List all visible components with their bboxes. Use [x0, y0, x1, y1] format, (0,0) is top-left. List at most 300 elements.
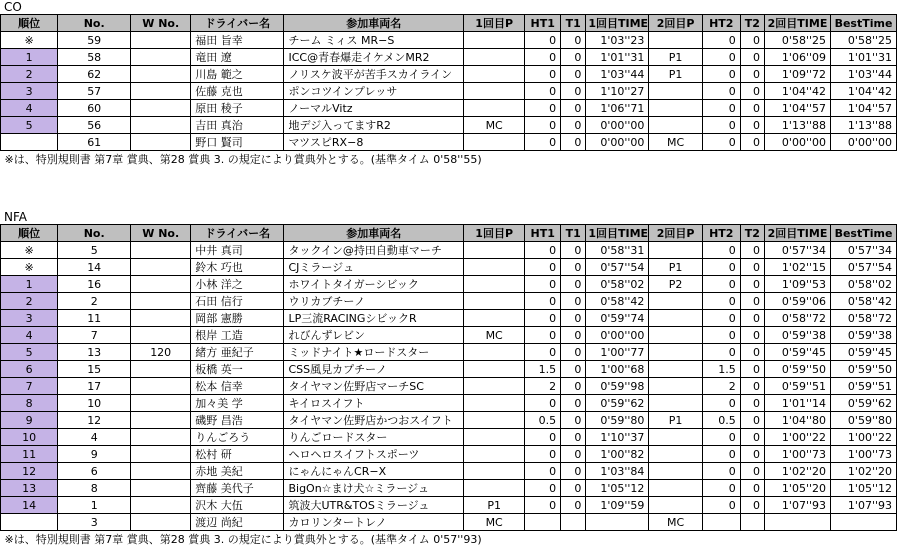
cell-time2: 1'13''88: [765, 117, 831, 134]
cell-ht2: 0: [702, 463, 740, 480]
cell-t2: 0: [740, 463, 764, 480]
cell-ht1: 0: [525, 310, 561, 327]
cell-no: 58: [58, 49, 131, 66]
cell-time1: 1'00''68: [586, 361, 649, 378]
column-header: T2: [740, 15, 764, 32]
cell-time2: 1'04''42: [765, 83, 831, 100]
cell-p2: P1: [649, 259, 702, 276]
cell-wno: [131, 293, 191, 310]
cell-ht1: 0: [525, 480, 561, 497]
cell-p2: [649, 32, 702, 49]
cell-no: 16: [58, 276, 131, 293]
cell-rank: 8: [1, 395, 58, 412]
cell-no: 5: [58, 242, 131, 259]
cell-p2: [649, 446, 702, 463]
cell-time1: 1'01''31: [586, 49, 649, 66]
cell-p2: P1: [649, 412, 702, 429]
cell-ht1: 0: [525, 32, 561, 49]
cell-rank: 2: [1, 66, 58, 83]
cell-t1: 0: [561, 66, 586, 83]
cell-ht2: 0: [702, 242, 740, 259]
cell-wno: [131, 83, 191, 100]
cell-ht1: 0: [525, 259, 561, 276]
column-header: W No.: [131, 15, 191, 32]
table-row: [1, 497, 897, 514]
cell-wno: [131, 134, 191, 151]
cell-no: 4: [58, 429, 131, 446]
column-header: 1回目TIME: [586, 15, 649, 32]
cell-best: 0'58''02: [831, 276, 897, 293]
cell-time1: 0'58''02: [586, 276, 649, 293]
cell-driver: 小林 洋之: [191, 276, 284, 293]
cell-no: 60: [58, 100, 131, 117]
cell-time2: 1'01''14: [765, 395, 831, 412]
cell-ht2: 0: [702, 276, 740, 293]
cell-p2: [649, 395, 702, 412]
cell-ht2: 0: [702, 117, 740, 134]
column-header: HT2: [702, 15, 740, 32]
cell-rank: 1: [1, 276, 58, 293]
cell-driver: 赤地 美紀: [191, 463, 284, 480]
cell-car: 筑波大UTR&TOSミラージュ: [284, 497, 464, 514]
cell-car: タイヤマン佐野店かつおスイフト: [284, 412, 464, 429]
cell-time2: 0'59''45: [765, 344, 831, 361]
cell-time2: 0'58''72: [765, 310, 831, 327]
cell-ht2: 0: [702, 344, 740, 361]
table-row: [1, 514, 897, 531]
cell-t2: 0: [740, 378, 764, 395]
cell-no: 62: [58, 66, 131, 83]
cell-p1: [464, 310, 525, 327]
column-header: 2回目TIME: [765, 225, 831, 242]
table-row: [1, 327, 897, 344]
cell-p1: [464, 429, 525, 446]
cell-t2: 0: [740, 361, 764, 378]
cell-driver: 緒方 亜紀子: [191, 344, 284, 361]
cell-p1: [464, 480, 525, 497]
cell-ht2: 0: [702, 327, 740, 344]
cell-car: ウリカブチーノ: [284, 293, 464, 310]
cell-wno: [131, 66, 191, 83]
cell-p1: MC: [464, 117, 525, 134]
cell-car: キイロスイフト: [284, 395, 464, 412]
table-row: [1, 429, 897, 446]
cell-time1: 1'03''44: [586, 66, 649, 83]
cell-p2: P1: [649, 49, 702, 66]
cell-time1: 0'00''00: [586, 134, 649, 151]
cell-wno: 120: [131, 344, 191, 361]
cell-time1: 0'00''00: [586, 327, 649, 344]
cell-driver: 磯野 昌浩: [191, 412, 284, 429]
cell-ht1: 0: [525, 83, 561, 100]
cell-best: 0'58''72: [831, 310, 897, 327]
cell-ht1: 0: [525, 49, 561, 66]
cell-time2: 1'00''22: [765, 429, 831, 446]
cell-ht1: 0: [525, 276, 561, 293]
cell-best: 0'00''00: [831, 134, 897, 151]
cell-rank: 4: [1, 100, 58, 117]
cell-t1: 0: [561, 100, 586, 117]
cell-t1: 0: [561, 361, 586, 378]
cell-no: 11: [58, 310, 131, 327]
cell-ht1: 0: [525, 134, 561, 151]
cell-ht1: 0: [525, 429, 561, 446]
cell-ht2: 0: [702, 134, 740, 151]
cell-driver: 齊藤 美代子: [191, 480, 284, 497]
column-header: HT1: [525, 15, 561, 32]
cell-rank: 11: [1, 446, 58, 463]
cell-wno: [131, 259, 191, 276]
cell-wno: [131, 310, 191, 327]
cell-best: 1'13''88: [831, 117, 897, 134]
cell-best: 0'57''34: [831, 242, 897, 259]
cell-time1: 1'00''82: [586, 446, 649, 463]
cell-p1: [464, 49, 525, 66]
cell-no: 9: [58, 446, 131, 463]
column-header: T1: [561, 15, 586, 32]
column-header: BestTime: [831, 225, 897, 242]
cell-t1: 0: [561, 378, 586, 395]
cell-time1: 0'59''74: [586, 310, 649, 327]
cell-rank: 7: [1, 378, 58, 395]
cell-time1: 0'59''62: [586, 395, 649, 412]
cell-car: マツスピRX−8: [284, 134, 464, 151]
cell-best: 0'57''54: [831, 259, 897, 276]
cell-t2: 0: [740, 327, 764, 344]
cell-time2: 1'02''15: [765, 259, 831, 276]
table-row: [1, 117, 897, 134]
table-row: [1, 446, 897, 463]
cell-car: ノーマルVitz: [284, 100, 464, 117]
cell-rank: 5: [1, 344, 58, 361]
cell-driver: 松本 信幸: [191, 378, 284, 395]
cell-driver: 野口 賢司: [191, 134, 284, 151]
cell-time2: 0'58''25: [765, 32, 831, 49]
cell-t1: 0: [561, 497, 586, 514]
cell-rank: 2: [1, 293, 58, 310]
cell-p2: [649, 100, 702, 117]
cell-car: BigOn☆まけ犬☆ミラージュ: [284, 480, 464, 497]
section-title: CO: [4, 0, 22, 14]
cell-driver: りんごろう: [191, 429, 284, 446]
cell-ht2: [702, 514, 740, 531]
cell-wno: [131, 276, 191, 293]
cell-no: 56: [58, 117, 131, 134]
cell-t1: 0: [561, 49, 586, 66]
cell-ht1: 0.5: [525, 412, 561, 429]
cell-ht2: 0: [702, 100, 740, 117]
cell-driver: 鈴木 巧也: [191, 259, 284, 276]
cell-time2: 1'07''93: [765, 497, 831, 514]
cell-ht1: 0: [525, 463, 561, 480]
cell-p1: [464, 242, 525, 259]
cell-car: りんごロードスター: [284, 429, 464, 446]
cell-no: 17: [58, 378, 131, 395]
cell-ht2: 0: [702, 66, 740, 83]
cell-rank: 6: [1, 361, 58, 378]
cell-t2: 0: [740, 412, 764, 429]
header-row: [1, 15, 897, 32]
cell-car: ポンコツインプレッサ: [284, 83, 464, 100]
cell-wno: [131, 446, 191, 463]
cell-time2: [765, 514, 831, 531]
cell-best: 0'59''50: [831, 361, 897, 378]
cell-p2: [649, 497, 702, 514]
cell-rank: 1: [1, 49, 58, 66]
cell-p2: [649, 429, 702, 446]
cell-p1: [464, 66, 525, 83]
cell-rank: 13: [1, 480, 58, 497]
table-row: [1, 344, 897, 361]
cell-t1: 0: [561, 83, 586, 100]
cell-p2: [649, 480, 702, 497]
cell-no: 12: [58, 412, 131, 429]
cell-ht1: 0: [525, 395, 561, 412]
section-title: NFA: [4, 210, 27, 224]
cell-best: 0'58''25: [831, 32, 897, 49]
cell-no: 15: [58, 361, 131, 378]
column-header: No.: [58, 15, 131, 32]
cell-car: CJミラージュ: [284, 259, 464, 276]
cell-best: 0'58''42: [831, 293, 897, 310]
cell-p2: [649, 242, 702, 259]
cell-wno: [131, 463, 191, 480]
table-row: [1, 310, 897, 327]
cell-time1: 0'59''98: [586, 378, 649, 395]
column-header: ドライバー名: [191, 225, 284, 242]
cell-ht1: 0: [525, 117, 561, 134]
cell-no: 8: [58, 480, 131, 497]
cell-wno: [131, 395, 191, 412]
cell-ht2: 2: [702, 378, 740, 395]
cell-best: [831, 514, 897, 531]
cell-rank: ※: [1, 32, 58, 49]
cell-driver: 石田 信行: [191, 293, 284, 310]
cell-car: タックイン@持田自動車マーチ: [284, 242, 464, 259]
cell-p2: P2: [649, 276, 702, 293]
column-header: BestTime: [831, 15, 897, 32]
cell-t2: 0: [740, 497, 764, 514]
cell-t1: 0: [561, 480, 586, 497]
cell-driver: 渡辺 尚紀: [191, 514, 284, 531]
cell-best: 1'00''22: [831, 429, 897, 446]
cell-time2: 0'59''06: [765, 293, 831, 310]
cell-car: チーム ミィス MR−S: [284, 32, 464, 49]
cell-time1: 1'05''12: [586, 480, 649, 497]
cell-t2: 0: [740, 32, 764, 49]
column-header: ドライバー名: [191, 15, 284, 32]
cell-rank: 9: [1, 412, 58, 429]
cell-t2: 0: [740, 429, 764, 446]
cell-driver: 原田 稜子: [191, 100, 284, 117]
cell-time2: 0'00''00: [765, 134, 831, 151]
cell-p1: [464, 412, 525, 429]
cell-ht2: 0: [702, 49, 740, 66]
cell-no: 61: [58, 134, 131, 151]
header-row: [1, 225, 897, 242]
cell-ht1: 0: [525, 242, 561, 259]
cell-p2: [649, 378, 702, 395]
cell-ht2: 0: [702, 32, 740, 49]
results-table: [0, 224, 897, 547]
cell-rank: 14: [1, 497, 58, 514]
cell-best: 1'03''44: [831, 66, 897, 83]
cell-t2: 0: [740, 100, 764, 117]
cell-best: 0'59''62: [831, 395, 897, 412]
cell-t1: 0: [561, 242, 586, 259]
cell-t2: [740, 514, 764, 531]
cell-t1: 0: [561, 412, 586, 429]
cell-no: 2: [58, 293, 131, 310]
cell-p1: [464, 395, 525, 412]
cell-best: 1'00''73: [831, 446, 897, 463]
cell-p2: MC: [649, 134, 702, 151]
column-header: T1: [561, 225, 586, 242]
cell-p1: [464, 259, 525, 276]
cell-t2: 0: [740, 83, 764, 100]
cell-driver: 板橋 英一: [191, 361, 284, 378]
cell-wno: [131, 327, 191, 344]
cell-t2: 0: [740, 480, 764, 497]
table-row: [1, 480, 897, 497]
cell-t1: 0: [561, 293, 586, 310]
cell-car: タイヤマン佐野店マーチSC: [284, 378, 464, 395]
cell-ht2: 0: [702, 395, 740, 412]
cell-driver: 沢木 大伍: [191, 497, 284, 514]
cell-driver: 川島 範之: [191, 66, 284, 83]
cell-time2: 1'09''72: [765, 66, 831, 83]
cell-best: 0'59''80: [831, 412, 897, 429]
cell-p1: [464, 446, 525, 463]
column-header: HT1: [525, 225, 561, 242]
cell-t1: 0: [561, 463, 586, 480]
cell-time1: 1'10''27: [586, 83, 649, 100]
cell-wno: [131, 117, 191, 134]
cell-t2: 0: [740, 276, 764, 293]
cell-p1: [464, 344, 525, 361]
cell-ht2: 0: [702, 497, 740, 514]
cell-ht1: 1.5: [525, 361, 561, 378]
cell-t2: 0: [740, 446, 764, 463]
cell-t2: 0: [740, 395, 764, 412]
cell-time1: 1'10''37: [586, 429, 649, 446]
cell-time1: 0'00''00: [586, 117, 649, 134]
cell-t1: 0: [561, 327, 586, 344]
cell-ht2: 0: [702, 310, 740, 327]
cell-p1: [464, 463, 525, 480]
cell-time2: 1'09''53: [765, 276, 831, 293]
cell-best: 1'02''20: [831, 463, 897, 480]
cell-t2: 0: [740, 117, 764, 134]
cell-time1: 1'09''59: [586, 497, 649, 514]
cell-p1: [464, 100, 525, 117]
cell-car: ホワイトタイガーシビック: [284, 276, 464, 293]
cell-rank: ※: [1, 242, 58, 259]
cell-ht1: 0: [525, 66, 561, 83]
cell-best: 1'05''12: [831, 480, 897, 497]
cell-p2: P1: [649, 66, 702, 83]
cell-no: 13: [58, 344, 131, 361]
column-header: 2回目TIME: [765, 15, 831, 32]
cell-wno: [131, 100, 191, 117]
footnote: ※は、特別規則書 第7章 賞典、第28 賞典 3. の規定により賞典外とする。(基準タイム 0'57''93): [4, 532, 482, 546]
cell-p2: [649, 463, 702, 480]
cell-t1: 0: [561, 446, 586, 463]
cell-ht1: 0: [525, 327, 561, 344]
cell-rank: 3: [1, 310, 58, 327]
cell-driver: 根岸 工造: [191, 327, 284, 344]
cell-rank: [1, 134, 58, 151]
cell-no: 57: [58, 83, 131, 100]
cell-p2: [649, 117, 702, 134]
column-header: 1回目P: [464, 225, 525, 242]
cell-t2: 0: [740, 293, 764, 310]
column-header: W No.: [131, 225, 191, 242]
cell-ht1: 0: [525, 446, 561, 463]
cell-time1: 1'03''84: [586, 463, 649, 480]
cell-rank: 4: [1, 327, 58, 344]
cell-time1: 1'00''77: [586, 344, 649, 361]
cell-no: 6: [58, 463, 131, 480]
table-row: [1, 242, 897, 259]
cell-t1: 0: [561, 259, 586, 276]
cell-ht2: 0: [702, 259, 740, 276]
cell-best: 0'59''45: [831, 344, 897, 361]
cell-ht1: 2: [525, 378, 561, 395]
cell-driver: 加々美 学: [191, 395, 284, 412]
cell-best: 0'59''38: [831, 327, 897, 344]
cell-p2: [649, 83, 702, 100]
cell-wno: [131, 480, 191, 497]
table-row: [1, 395, 897, 412]
cell-t1: 0: [561, 310, 586, 327]
cell-car: れびんずレビン: [284, 327, 464, 344]
cell-wno: [131, 49, 191, 66]
table-row: [1, 259, 897, 276]
cell-t1: 0: [561, 429, 586, 446]
cell-driver: 竜田 遼: [191, 49, 284, 66]
cell-driver: 福田 旨幸: [191, 32, 284, 49]
table-row: [1, 134, 897, 151]
footnote: ※は、特別規則書 第7章 賞典、第28 賞典 3. の規定により賞典外とする。(基準タイム 0'58''55): [4, 152, 482, 166]
cell-best: 1'04''57: [831, 100, 897, 117]
cell-rank: 12: [1, 463, 58, 480]
cell-p1: MC: [464, 327, 525, 344]
table-row: [1, 32, 897, 49]
cell-t1: 0: [561, 32, 586, 49]
cell-t2: 0: [740, 259, 764, 276]
cell-driver: 松村 研: [191, 446, 284, 463]
cell-ht1: 0: [525, 100, 561, 117]
cell-wno: [131, 412, 191, 429]
cell-wno: [131, 429, 191, 446]
table-row: [1, 361, 897, 378]
cell-wno: [131, 32, 191, 49]
cell-no: 59: [58, 32, 131, 49]
cell-car: ICC@青春爆走イケメンMR2: [284, 49, 464, 66]
column-header: 1回目TIME: [586, 225, 649, 242]
cell-t1: 0: [561, 395, 586, 412]
cell-car: 地デジ入ってますR2: [284, 117, 464, 134]
cell-best: 0'59''51: [831, 378, 897, 395]
cell-car: ノリスケ波平が苦手スカイライン: [284, 66, 464, 83]
cell-time1: [586, 514, 649, 531]
cell-time1: 0'58''42: [586, 293, 649, 310]
column-header: 1回目P: [464, 15, 525, 32]
cell-t2: 0: [740, 66, 764, 83]
table-row: [1, 49, 897, 66]
cell-time2: 1'04''57: [765, 100, 831, 117]
